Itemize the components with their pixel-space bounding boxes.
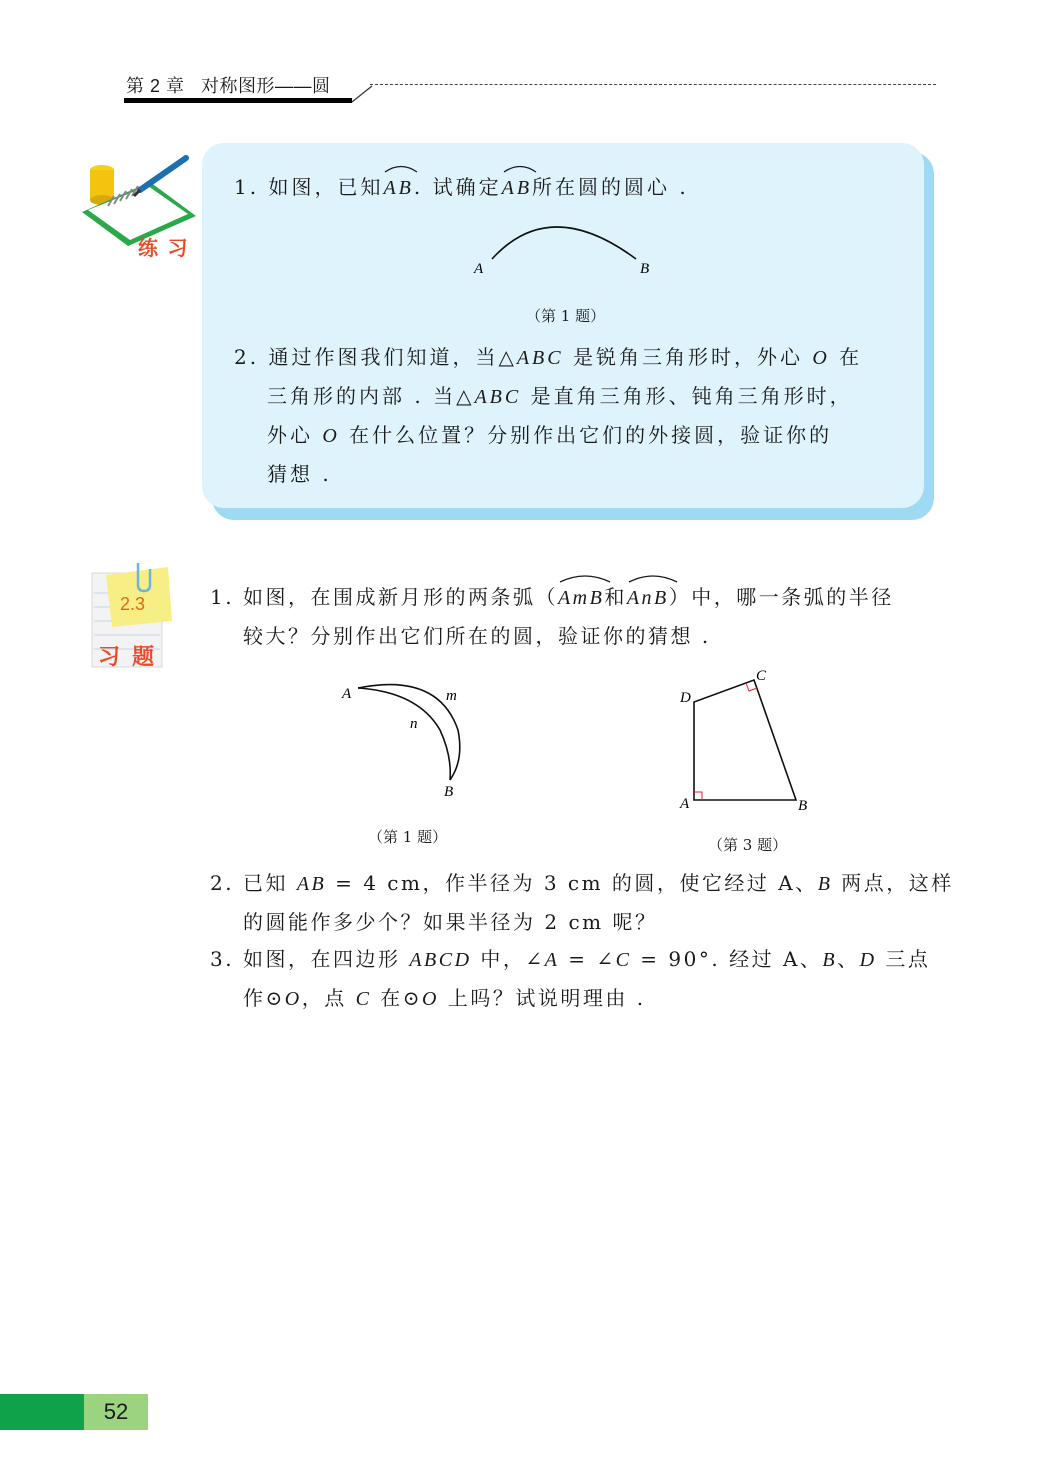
question-text: 猜想 .	[267, 462, 332, 486]
chapter-title: 对称图形——圆	[201, 76, 331, 96]
question-text: ，点	[301, 986, 356, 1010]
figure-caption: （第 3 题）	[708, 836, 788, 854]
label-m: m	[446, 688, 457, 704]
question-text: 如图，已知	[268, 175, 384, 199]
question-number: 1.	[234, 175, 260, 199]
quad-abcd	[694, 680, 796, 800]
math-var: B	[817, 873, 833, 895]
arc-ab-notation: AB	[383, 169, 413, 207]
chapter-number: 第 2 章	[126, 76, 185, 96]
practice-question-1	[234, 168, 689, 207]
math-var: O	[812, 347, 830, 369]
arc-amb-notation: AmB	[558, 579, 604, 617]
question-text: 较大？分别作出它们所在的圆，验证你的猜想 .	[243, 624, 711, 648]
question-text: . 试确定	[413, 175, 502, 199]
question-text: 、	[837, 947, 860, 971]
exercise-number: 2.3	[120, 594, 146, 614]
question-text: 作⊙	[243, 986, 285, 1010]
question-text: 通过作图我们知道，当△	[268, 345, 517, 369]
arc-amb	[358, 685, 460, 780]
question-text: 在什么位置？分别作出它们的外接圆，验证你的	[339, 423, 833, 447]
chapter-header	[126, 72, 331, 98]
label-d: D	[680, 690, 691, 706]
math-var: AB	[296, 873, 327, 895]
figure-caption: （第 1 题）	[368, 828, 448, 846]
arc-ab-figure	[470, 215, 670, 285]
arc-ab	[492, 227, 636, 259]
question-text: = ∠	[559, 947, 616, 971]
question-text: 中，∠	[471, 947, 545, 971]
math-var: D	[859, 949, 877, 971]
question-text: = 90°. 经过 A、	[631, 947, 823, 971]
math-var: ABC	[474, 386, 522, 408]
practice-question-2	[234, 338, 899, 493]
exercise-question-2	[210, 864, 954, 941]
question-text: 三角形的内部 . 当△	[267, 384, 475, 408]
label-a: A	[474, 261, 484, 277]
question-text: 两点，这样	[832, 871, 954, 895]
question-text: 外心	[267, 423, 323, 447]
label-b: B	[444, 784, 454, 800]
label-n: n	[410, 716, 418, 732]
math-var: O	[322, 425, 340, 447]
footer-green-bar	[0, 1394, 84, 1430]
math-var: O	[422, 988, 439, 1010]
exercise-question-1	[210, 578, 894, 655]
exercise-label: 习 题	[98, 644, 158, 669]
math-var: A	[544, 949, 560, 971]
practice-label: 练 习	[138, 238, 190, 260]
question-number: 1.	[210, 585, 235, 609]
question-text: = 4 cm，作半径为 3 cm 的圆，使它经过 A、	[326, 871, 818, 895]
question-text: 已知	[242, 871, 297, 895]
question-text: 上吗？试说明理由 .	[439, 986, 646, 1010]
math-var: C	[615, 949, 632, 971]
question-text: 是直角三角形、钝角三角形时，	[521, 384, 853, 408]
question-text: 在	[829, 345, 863, 369]
question-text: 三点	[876, 947, 931, 971]
page-number: 52	[84, 1394, 148, 1430]
label-a: A	[680, 796, 690, 812]
crescent-figure	[338, 670, 488, 810]
question-number: 2.	[210, 871, 235, 895]
math-var: B	[822, 949, 838, 971]
question-text: 在⊙	[371, 986, 423, 1010]
arc-ab-notation: AB	[502, 169, 532, 207]
question-number: 2.	[234, 345, 260, 369]
header-underline	[124, 98, 352, 103]
exercise-question-3	[210, 940, 930, 1018]
right-angle-a	[694, 792, 702, 800]
math-var: ABCD	[409, 949, 472, 971]
label-b: B	[798, 798, 808, 814]
math-var: ABC	[516, 347, 564, 369]
question-text: 和	[604, 585, 627, 609]
quadrilateral-abcd-figure	[676, 664, 826, 824]
label-b: B	[640, 261, 650, 277]
question-text: 所在圆的圆心 .	[532, 175, 689, 199]
figure-caption: （第 1 题）	[526, 307, 606, 325]
arc-anb	[358, 688, 450, 780]
question-text: ）中，哪一条弧的半径	[668, 585, 894, 609]
question-text: 如图，在围成新月形的两条弧（	[242, 585, 558, 609]
label-c: C	[756, 668, 767, 684]
question-number: 3.	[210, 947, 235, 971]
arc-anb-notation: AnB	[627, 579, 669, 617]
header-dashed-rule	[370, 84, 936, 85]
question-text: 如图，在四边形	[242, 947, 410, 971]
label-a: A	[342, 686, 352, 702]
math-var: C	[355, 988, 372, 1010]
math-var: O	[284, 988, 302, 1010]
question-text: 的圆能作多少个？如果半径为 2 cm 呢？	[243, 910, 658, 934]
question-text: 是锐角三角形时，外心	[563, 345, 813, 369]
